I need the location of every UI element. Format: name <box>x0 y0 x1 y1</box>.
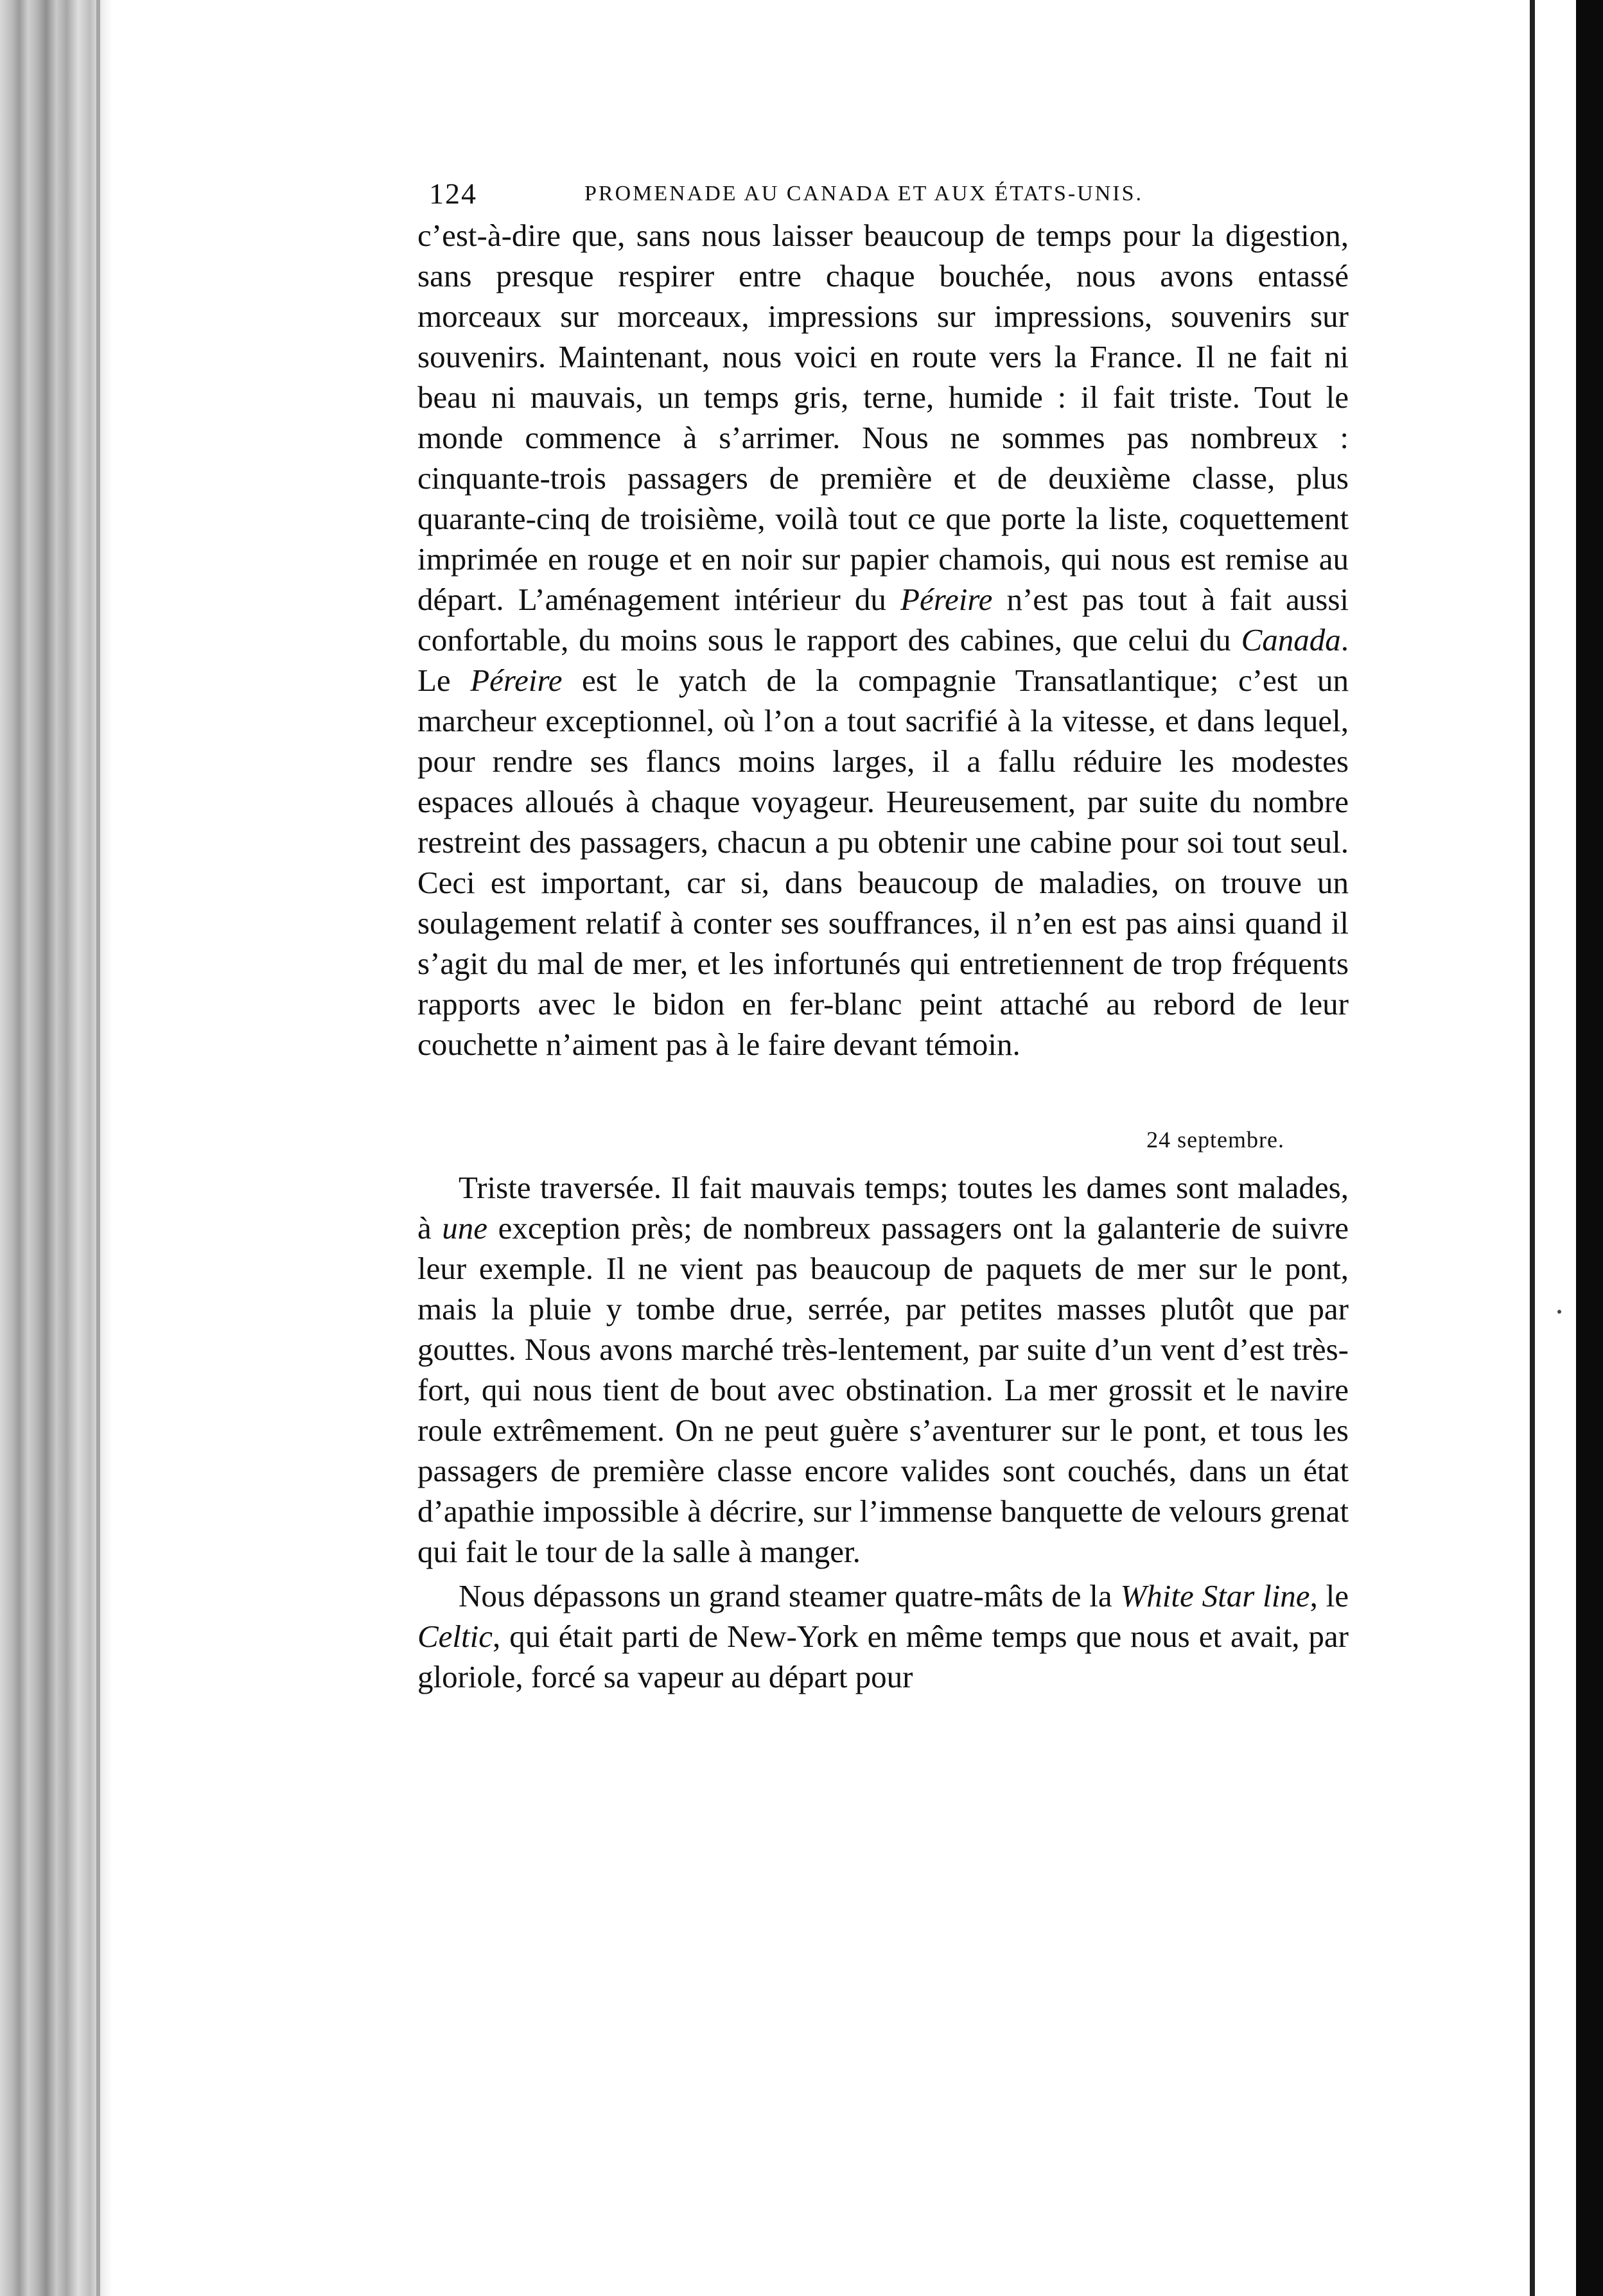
paragraph-1-text-c: . Le <box>417 622 1349 698</box>
running-head-title: PROMENADE AU CANADA ET AUX ÉTATS-UNIS. <box>584 182 1144 205</box>
right-black-border <box>1576 0 1603 2296</box>
paragraph-2-text-b: exception près; de nombreux passagers ont la galanterie de suivre leur exemple. Il ne vient pas beaucoup de paquets de mer sur le pont, mais la pluie y tombe drue, serrée, par petites masses plutôt que par gouttes. Nous avons marché très-lentement, par suite d’un vent d’est très-fort, qui nous tient de bout avec obstination. La mer grossit et le navire roule extrêmement. On ne peut guère s’aventurer sur le pont, et tous les passagers de première classe encore valides sont couchés, dans un état d’apathie impossible à décrire, sur l’immense banquette de velours grenat qui fait le tour de la salle à manger. <box>417 1210 1349 1569</box>
body-text <box>417 215 1349 1697</box>
binding-shadow-line <box>96 0 100 2296</box>
paragraph-1 <box>417 215 1349 1065</box>
paragraph-1-text-d: est le yatch de la compagnie Transatlantique; c’est un marcheur exceptionnel, où l’on a tout sacrifié à la vitesse, et dans lequel, pour rendre ses flancs moins larges, il a fallu réduire les modestes espaces alloués à chaque voyageur. Heureusement, par suite du nombre restreint des passagers, chacun a pu obtenir une cabine pour soi tout seul. Ceci est important, car si, dans beaucoup de maladies, on trouve un soulagement relatif à conter ses souffrances, il n’en est pas ainsi quand il s’agit du mal de mer, et les infortunés qui entretiennent de trop fréquents rapports avec le bidon en fer-blanc peint attaché au rebord de leur couchette n’aiment pas à le faire devant témoin. <box>417 663 1349 1062</box>
page-content <box>417 177 1349 1697</box>
ship-name-celtic: Celtic <box>417 1619 493 1654</box>
ship-name-pereire-1: Péreire <box>900 582 993 617</box>
running-head <box>417 177 1349 215</box>
paragraph-3-text-b: , le <box>1310 1578 1349 1613</box>
line-name-white-star: White Star line <box>1120 1578 1310 1613</box>
scan-speck <box>1557 1310 1561 1314</box>
paragraph-3 <box>417 1576 1349 1697</box>
paragraph-2-text-a: Triste traversée. Il fait mauvais temps; toutes les dames sont malades, à <box>417 1170 1349 1246</box>
emphasis-une: une <box>442 1210 488 1246</box>
ship-name-pereire-2: Péreire <box>470 663 563 698</box>
book-binding-edge <box>0 0 112 2296</box>
ship-name-canada: Canada <box>1241 622 1341 657</box>
right-margin-rule <box>1530 0 1535 2296</box>
paragraph-1-text-b: n’est pas tout à fait aussi confortable, du moins sous le rapport des cabines, que celui du <box>417 582 1349 657</box>
right-margin-gap <box>1535 0 1576 2296</box>
paragraph-3-text-c: , qui était parti de New-York en même temps que nous et avait, par gloriole, forcé sa vapeur au départ pour <box>417 1619 1349 1694</box>
page-number: 124 <box>429 177 477 210</box>
paragraph-2 <box>417 1167 1349 1572</box>
paragraph-3-text-a: Nous dépassons un grand steamer quatre-mâts de la <box>459 1578 1112 1613</box>
dateline: 24 septembre. <box>1146 1127 1284 1152</box>
paragraph-1-text-a: c’est-à-dire que, sans nous laisser beaucoup de temps pour la digestion, sans presque respirer entre chaque bouchée, nous avons entassé morceaux sur morceaux, impressions sur impressions, souvenirs sur souvenirs. Maintenant, nous voici en route vers la France. Il ne fait ni beau ni mauvais, un temps gris, terne, humide : il fait triste. Tout le monde commence à s’arrimer. Nous ne sommes pas nombreux : cinquante-trois passagers de première et de deuxième classe, plus quarante-cinq de troisième, voilà tout ce que porte la liste, coquettement imprimée en rouge et en noir sur papier chamois, qui nous est remise au départ. L’aménagement intérieur du <box>417 218 1349 617</box>
